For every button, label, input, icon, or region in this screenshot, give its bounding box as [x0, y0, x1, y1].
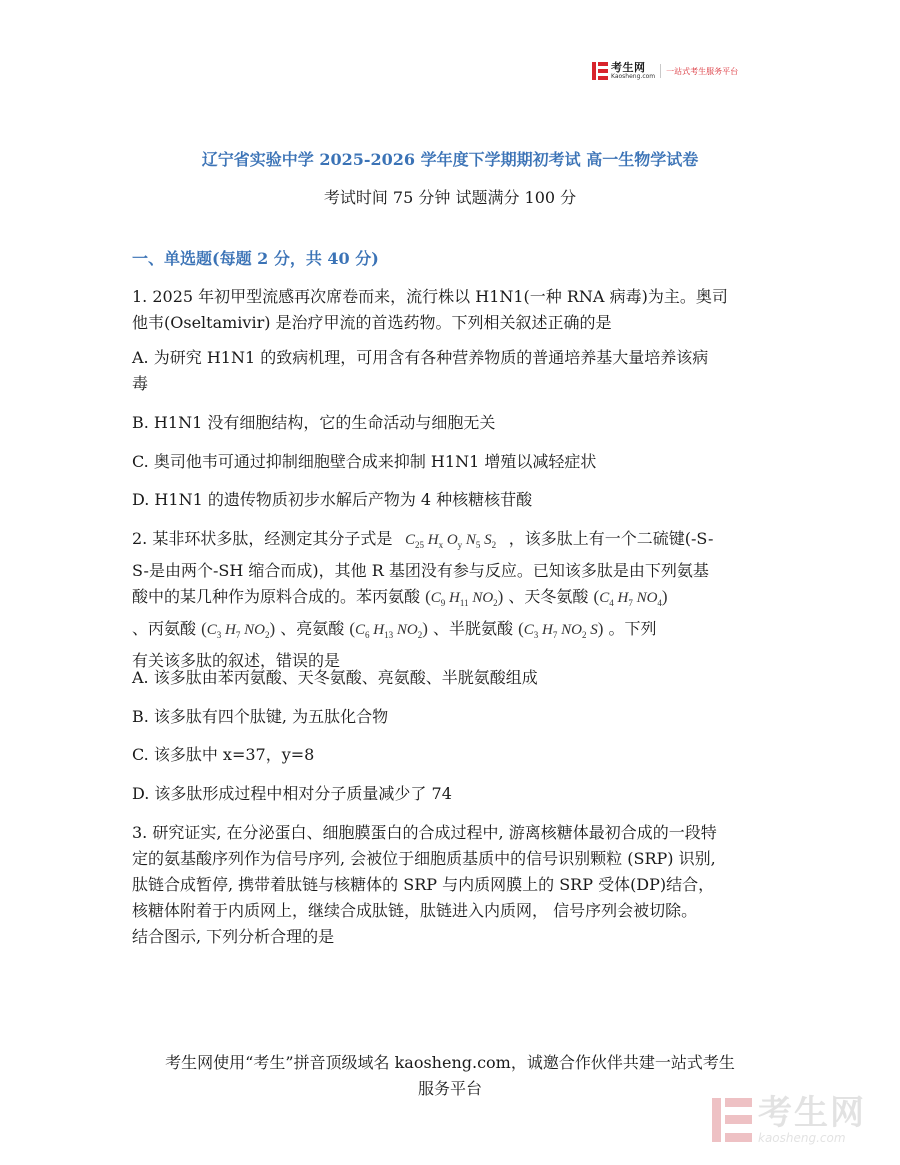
- logo-slogan: 一站式考生服务平台: [666, 66, 739, 76]
- logo-name: 考生网: [611, 61, 646, 74]
- question-1-stem: [132, 284, 772, 336]
- formula-cysteine: ($C_3$ $H_7$ $NO_2$ S): [518, 619, 604, 640]
- molecular-formula-polypeptide: $C_{25}$ $H_x$ $O_y$ $N_5$ $S_2$: [397, 532, 497, 550]
- question-text-line: 3. 研究证实, 在分泌蛋白、细胞膜蛋白的合成过程中, 游离核糖体最初合成的一段特: [132, 823, 717, 842]
- formula-leucine: ($C_6$ $H_{13}$ $NO_2$): [349, 619, 428, 640]
- footer-line: 服务平台: [417, 1079, 482, 1098]
- option-text-line: 毒: [132, 374, 149, 393]
- logo-divider: [660, 64, 661, 78]
- formula-alanine: ($C_3$ $H_7$ $NO_2$): [201, 619, 276, 640]
- section-heading: 一、单选题(每题 2 分，共 40 分): [132, 249, 379, 268]
- question-1-option-c: C. 奥司他韦可通过抑制细胞壁合成来抑制 H1N1 增殖以减轻症状: [132, 452, 597, 471]
- formula-phenylalanine: ($C_9$ $H_{11}$ $NO_2$): [425, 587, 504, 608]
- logo-icon: [592, 62, 608, 80]
- question-text-line: S-是由两个-SH 缩合而成)，其他 R 基团没有参与反应。已知该多肽是由下列氨基: [132, 561, 709, 580]
- footer-line: 考生网使用“考生”拼音顶级域名 kaosheng.com，诚邀合作伙伴共建一站式考生: [165, 1053, 735, 1072]
- watermark-logo-icon: [712, 1098, 752, 1142]
- question-2-stem: [132, 526, 772, 674]
- question-text-line: 2. 某非环状多肽，经测定其分子式是 $C_{25}$ $H_x$ $O_y$ $N_5$ $S_2$ ，该多肽上有一个二硫键(-S-: [132, 529, 714, 550]
- question-text-line: 他韦(Oseltamivir) 是治疗甲流的首选药物。下列相关叙述正确的是: [132, 313, 612, 332]
- option-text-line: A. 为研究 H1N1 的致病机理，可用含有各种营养物质的普通培养基大量培养该病: [132, 348, 709, 367]
- question-3-stem: [132, 820, 772, 950]
- question-text-line: 结合图示, 下列分析合理的是: [132, 927, 335, 946]
- header-logo: [592, 60, 738, 82]
- formula-aspartic-acid: ($C_4$ $H_7$ $NO_4$): [593, 587, 668, 608]
- logo-domain: Kaosheng.com: [611, 73, 656, 80]
- question-text-line: 1. 2025 年初甲型流感再次席卷而来，流行株以 H1N1(一种 RNA 病毒)为主。奥司: [132, 287, 728, 306]
- question-2-option-a: A. 该多肽由苯丙氨酸、天冬氨酸、亮氨酸、半胱氨酸组成: [132, 668, 538, 687]
- watermark-name: 考生网: [758, 1093, 866, 1133]
- question-text-line: 酸中的某几种作为原料合成的。苯丙氨酸 ($C_9$ $H_{11}$ $NO_2$) 、天冬氨酸 ($C_4$ $H_7$ $NO_4$): [132, 587, 668, 608]
- question-1-option-a: [132, 345, 772, 397]
- question-2-option-c: C. 该多肽中 x=37，y=8: [132, 745, 315, 764]
- watermark-domain: kaosheng.com: [758, 1131, 846, 1145]
- question-text-line: 、丙氨酸 ($C_3$ $H_7$ $NO_2$) 、亮氨酸 ($C_6$ $H_{13}$ $NO_2$) 、半胱氨酸 ($C_3$ $H_7$ $NO_2$ S) 。下列: [132, 619, 657, 640]
- exam-subtitle: 考试时间 75 分钟 试题满分 100 分: [323, 188, 577, 207]
- question-text-line: 定的氨基酸序列作为信号序列, 会被位于细胞质基质中的信号识别颗粒 (SRP) 识别,: [132, 849, 716, 868]
- question-text-line: 核糖体附着于内质网上，继续合成肽链，肽链进入内质网， 信号序列会被切除。: [132, 901, 698, 920]
- watermark-logo: [712, 1093, 866, 1145]
- question-1-option-d: D. H1N1 的遗传物质初步水解后产物为 4 种核糖核苷酸: [132, 490, 533, 509]
- exam-title: 辽宁省实验中学 2025-2026 学年度下学期期初考试 高一生物学试卷: [201, 150, 699, 169]
- question-text-line: 有关该多肽的叙述，错误的是: [132, 651, 341, 670]
- question-text-line: 肽链合成暂停, 携带着肽链与核糖体的 SRP 与内质网膜上的 SRP 受体(DP)结合，: [132, 875, 715, 894]
- question-1-option-b: B. H1N1 没有细胞结构，它的生命活动与细胞无关: [132, 413, 496, 432]
- question-2-option-b: B. 该多肽有四个肽键, 为五肽化合物: [132, 707, 389, 726]
- question-2-option-d: D. 该多肽形成过程中相对分子质量减少了 74: [132, 784, 452, 803]
